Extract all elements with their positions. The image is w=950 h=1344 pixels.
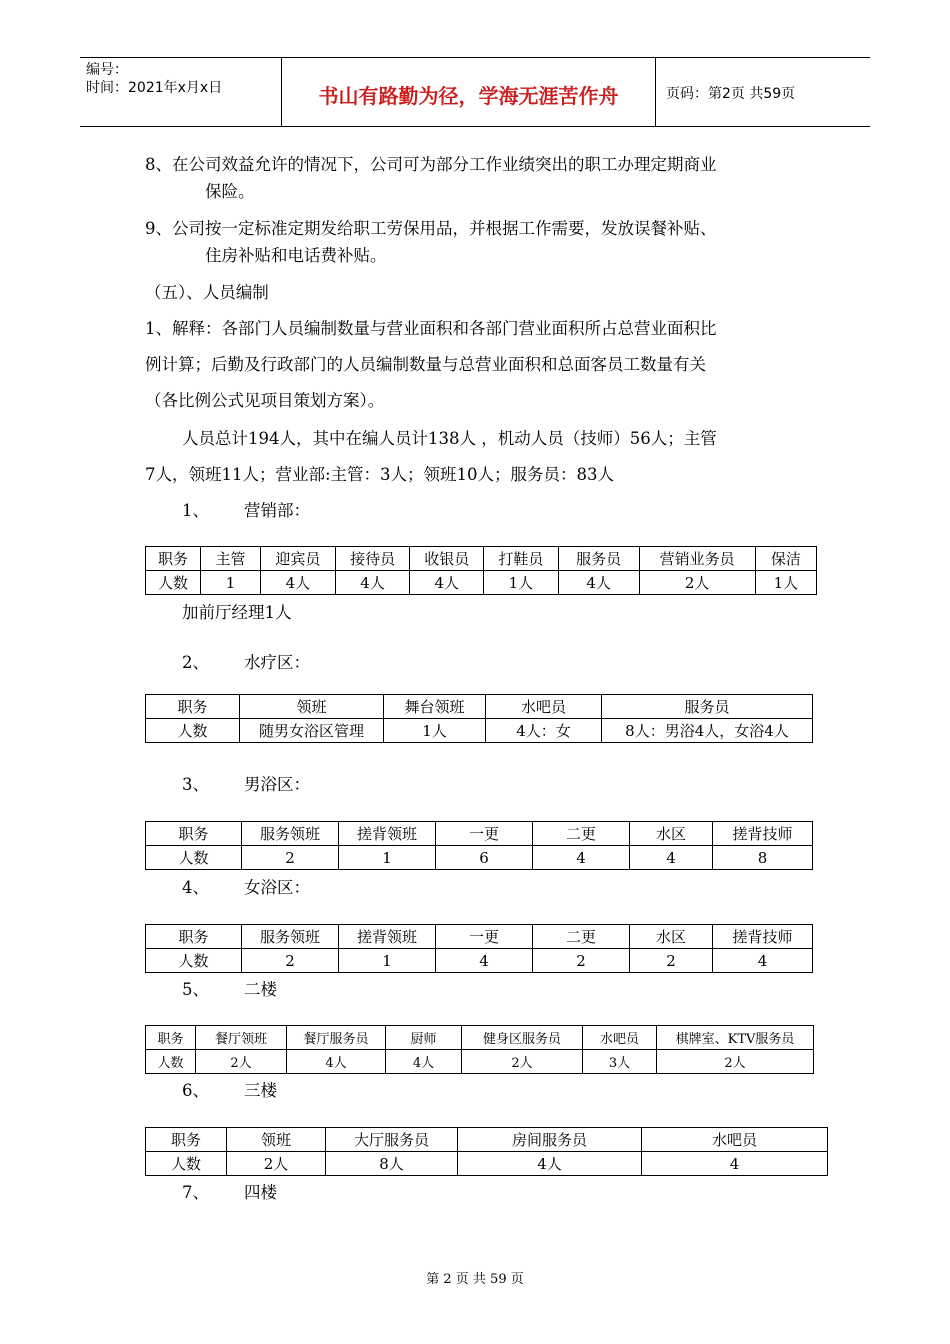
item-8-line-2: 保险。 [205, 182, 255, 201]
table-row [146, 949, 813, 973]
table-cell: 4人 [287, 1050, 386, 1074]
dept-number: 1、 [182, 501, 209, 520]
table-header-cell: 职务 [146, 1026, 196, 1050]
table-header-cell: 营销业务员 [639, 547, 755, 571]
dept-number: 2、 [182, 653, 209, 672]
table-header-cell: 一更 [436, 925, 533, 949]
table-cell: 人数 [146, 571, 201, 595]
table-header-cell: 搓背领班 [339, 925, 436, 949]
table-cell: 人数 [146, 1152, 227, 1176]
dept-name: 水疗区： [244, 653, 310, 672]
table-header-cell: 职务 [146, 822, 242, 846]
dept-number: 7、 [182, 1183, 209, 1202]
dept-number: 5、 [182, 980, 209, 999]
table-cell: 1 [200, 571, 260, 595]
number-label: 编号： [86, 62, 128, 78]
table-header-cell: 领班 [240, 695, 384, 719]
table-header-cell: 一更 [436, 822, 533, 846]
table-cell: 8人 [326, 1152, 458, 1176]
table-cell: 2 [630, 949, 713, 973]
table-cell: 4人 [335, 571, 410, 595]
dept-heading-floor3 [182, 1080, 277, 1102]
table-header-row [146, 925, 813, 949]
table-row [146, 1050, 814, 1074]
table-header-cell: 搓背技师 [713, 925, 813, 949]
table-header-cell: 收银员 [410, 547, 484, 571]
table-cell: 1人 [384, 719, 486, 743]
table-cell: 人数 [146, 1050, 196, 1074]
table-row [146, 846, 813, 870]
female-bath-table [145, 924, 813, 973]
total-line-2: 7人，领班11人；营业部:主管：3人；领班10人；服务员：83人 [145, 465, 615, 484]
table-cell: 2人 [657, 1050, 814, 1074]
table-cell: 4人 [410, 571, 484, 595]
table-cell: 2人 [227, 1152, 326, 1176]
table-header-cell: 水区 [630, 925, 713, 949]
page-header [80, 57, 870, 127]
table-header-cell: 迎宾员 [261, 547, 336, 571]
table-header-cell: 舞台领班 [384, 695, 486, 719]
dept-heading-floor2 [182, 979, 277, 1001]
table-header-cell: 职务 [146, 925, 242, 949]
table-cell: 人数 [146, 846, 242, 870]
table-cell: 2人 [462, 1050, 583, 1074]
table-header-cell: 水吧员 [486, 695, 602, 719]
dept-heading-floor4 [182, 1182, 277, 1204]
table-cell: 1人 [484, 571, 559, 595]
table-header-cell: 职务 [146, 1128, 227, 1152]
table-header-cell: 搓背技师 [713, 822, 813, 846]
table-cell: 4人 [261, 571, 336, 595]
explain-line-3: （各比例公式见项目策划方案）。 [145, 391, 385, 410]
table-header-cell: 打鞋员 [484, 547, 559, 571]
table-cell: 4 [436, 949, 533, 973]
table-cell: 8人：男浴4人，女浴4人 [602, 719, 813, 743]
time-label: 时间：2021年x月x日 [86, 80, 223, 96]
table-row [146, 1152, 828, 1176]
table-cell: 4 [630, 846, 713, 870]
dept-number: 6、 [182, 1081, 209, 1100]
table-header-cell: 厨师 [386, 1026, 462, 1050]
floor2-table [145, 1025, 814, 1074]
header-motto: 书山有路勤为径，学海无涯苦作舟 [318, 84, 619, 108]
table-cell: 4人 [458, 1152, 642, 1176]
table-header-row [146, 1026, 814, 1050]
table-cell: 4 [533, 846, 630, 870]
dept-name: 营销部： [244, 501, 310, 520]
item-8-line-1: 8、在公司效益允许的情况下，公司可为部分工作业绩突出的职工办理定期商业 [145, 155, 717, 174]
header-meta [86, 61, 222, 97]
table-header-cell: 服务领班 [242, 925, 339, 949]
marketing-note: 加前厅经理1人 [182, 603, 292, 622]
table-cell: 8 [713, 846, 813, 870]
table-header-row [146, 822, 813, 846]
item-9-line-1: 9、公司按一定标准定期发给职工劳保用品，并根据工作需要，发放误餐补贴、 [145, 219, 717, 238]
table-header-cell: 健身区服务员 [462, 1026, 583, 1050]
table-header-cell: 接待员 [335, 547, 410, 571]
table-cell: 2 [242, 949, 339, 973]
table-cell: 随男女浴区管理 [240, 719, 384, 743]
dept-name: 男浴区： [244, 775, 310, 794]
section-title: （五）、人员编制 [145, 283, 269, 302]
table-row [146, 719, 813, 743]
table-header-cell: 服务领班 [242, 822, 339, 846]
table-header-cell: 搓背领班 [339, 822, 436, 846]
table-cell: 2 [533, 949, 630, 973]
table-cell: 4人 [386, 1050, 462, 1074]
page-footer: 第 2 页 共 59 页 [426, 1272, 524, 1287]
table-cell: 6 [436, 846, 533, 870]
table-header-cell: 水吧员 [642, 1128, 828, 1152]
dept-name: 二楼 [244, 980, 277, 999]
dept-name: 三楼 [244, 1081, 277, 1100]
table-header-cell: 保洁 [755, 547, 816, 571]
table-header-cell: 房间服务员 [458, 1128, 642, 1152]
table-cell: 4 [713, 949, 813, 973]
dept-heading-female-bath [182, 877, 310, 899]
table-header-cell: 水吧员 [583, 1026, 657, 1050]
dept-number: 3、 [182, 775, 209, 794]
table-header-cell: 职务 [146, 547, 201, 571]
table-header-row [146, 1128, 828, 1152]
table-header-cell: 餐厅服务员 [287, 1026, 386, 1050]
dept-name: 女浴区： [244, 878, 310, 897]
dept-number: 4、 [182, 878, 209, 897]
table-header-cell: 水区 [630, 822, 713, 846]
table-cell: 1 [339, 949, 436, 973]
table-cell: 2人 [639, 571, 755, 595]
table-header-cell: 二更 [533, 822, 630, 846]
marketing-table [145, 546, 817, 595]
total-line-1: 人员总计194人，其中在编人员计138人 ，机动人员（技师）56人；主管 [182, 429, 717, 448]
table-cell: 人数 [146, 719, 240, 743]
table-cell: 4 [642, 1152, 828, 1176]
table-header-cell: 二更 [533, 925, 630, 949]
table-header-cell: 服务员 [602, 695, 813, 719]
dept-name: 四楼 [244, 1183, 277, 1202]
table-cell: 3人 [583, 1050, 657, 1074]
table-header-cell: 大厅服务员 [326, 1128, 458, 1152]
table-cell: 2人 [196, 1050, 287, 1074]
table-cell: 人数 [146, 949, 242, 973]
table-cell: 4人 [558, 571, 639, 595]
male-bath-table [145, 821, 813, 870]
header-page-info: 页码：第2页 共59页 [666, 86, 796, 102]
table-header-row [146, 547, 817, 571]
table-header-cell: 服务员 [558, 547, 639, 571]
table-header-cell: 领班 [227, 1128, 326, 1152]
table-header-cell: 职务 [146, 695, 240, 719]
table-cell: 4人：女 [486, 719, 602, 743]
table-header-cell: 棋牌室、KTV服务员 [657, 1026, 814, 1050]
header-divider [655, 58, 656, 126]
dept-heading-marketing [182, 500, 310, 522]
explain-line-1: 1、解释：各部门人员编制数量与营业面积和各部门营业面积所占总营业面积比 [145, 319, 717, 338]
table-row [146, 571, 817, 595]
dept-heading-spa [182, 652, 310, 674]
floor3-table [145, 1127, 828, 1176]
table-cell: 1 [339, 846, 436, 870]
table-header-cell: 主管 [200, 547, 260, 571]
table-header-cell: 餐厅领班 [196, 1026, 287, 1050]
explain-line-2: 例计算；后勤及行政部门的人员编制数量与总营业面积和总面客员工数量有关 [145, 355, 706, 374]
table-cell: 1人 [755, 571, 816, 595]
item-9-line-2: 住房补贴和电话费补贴。 [205, 246, 387, 265]
table-cell: 2 [242, 846, 339, 870]
dept-heading-male-bath [182, 774, 310, 796]
table-header-row [146, 695, 813, 719]
spa-table [145, 694, 813, 743]
